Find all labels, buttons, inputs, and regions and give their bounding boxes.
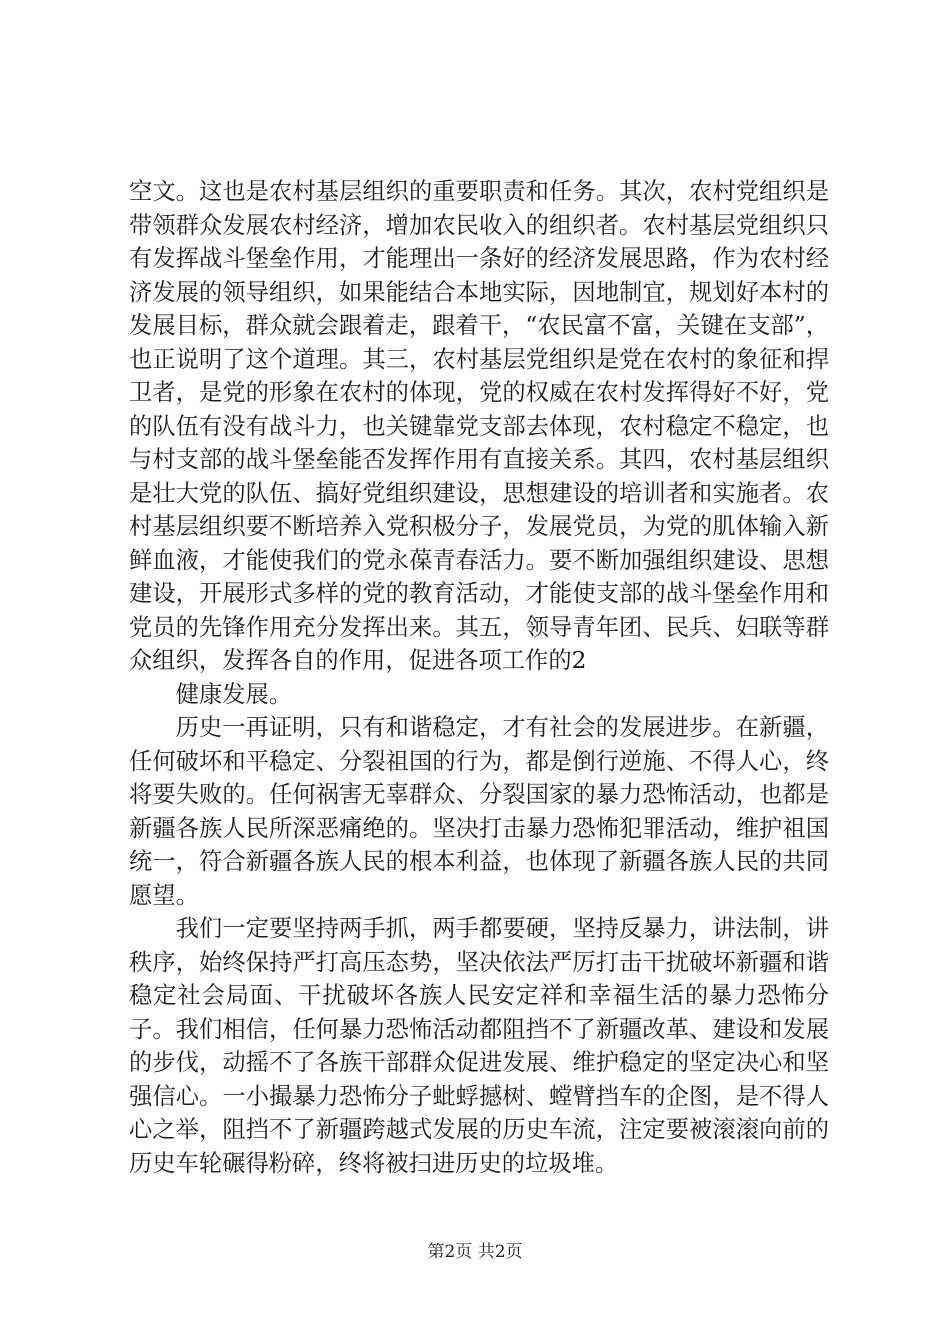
page-number-footer: 第2页 共2页 [427,1242,523,1262]
paragraph-continued: 空文。这也是农村基层组织的重要职责和任务。其次，农村党组织是带领群众发展农村经济，增加农民收入的组织者。农村基层党组织只有发挥战斗堡垒作用，才能理出一条好的经济发展思路，作为农村经济发展的领导组织，如果能结合本地实际，因地制宜，规划好本村的发展目标，群众就会跟着走，跟着干，“农民富不富，关键在支部”，也正说明了这个道理。其三，农村基层党组织是党在农村的象征和捍卫者，是党的形象在农村的体现，党的权威在农村发挥得好不好，党的队伍有没有战斗力，也关键靠党支部去体现，农村稳定不稳定，也与村支部的战斗堡垒能否发挥作用有直接关系。其四，农村基层组织是壮大党的队伍、搞好党组织建设，思想建设的培训者和实施者。农村基层组织要不断培养入党积极分子，发展党员，为党的肌体输入新鲜血液，才能使我们的党永葆青春活力。要不断加强组织建设、思想建设，开展形式多样的党的教育活动，才能使支部的战斗堡垒作用和党员的先锋作用充分发挥出来。其五，领导青年团、民兵、妇联等群众组织，发挥各自的作用，促进各项工作的2 [129,178,829,674]
paragraph: 历史一再证明，只有和谐稳定，才有社会的发展进步。在新疆，任何破坏和平稳定、分裂祖国的行为，都是倒行逆施、不得人心，终将要失败的。任何祸害无辜群众、分裂国家的暴力恐怖活动，也都是新疆各族人民所深恶痛绝的。坚决打击暴力恐怖犯罪活动，维护祖国统一，符合新疆各族人民的根本利益，也体现了新疆各族人民的共同愿望。 [129,714,829,909]
document-body [129,175,829,1180]
paragraph: 健康发展。 [175,680,293,708]
paragraph: 我们一定要坚持两手抓，两手都要硬，坚持反暴力，讲法制，讲秩序，始终保持严打高压态势，坚决依法严厉打击干扰破坏新疆和谐稳定社会局面、干扰破坏各族人民安定祥和幸福生活的暴力恐怖分子。我们相信，任何暴力恐怖活动都阻挡不了新疆改革、建设和发展的步伐，动摇不了各族干部群众促进发展、维护稳定的坚定决心和坚强信心。一小撮暴力恐怖分子蚍蜉撼树、螳臂挡车的企图，是不得人心之举，阻挡不了新疆跨越式发展的历史车流，注定要被滚滚向前的历史车轮碾得粉碎，终将被扫进历史的垃圾堆。 [129,915,829,1177]
